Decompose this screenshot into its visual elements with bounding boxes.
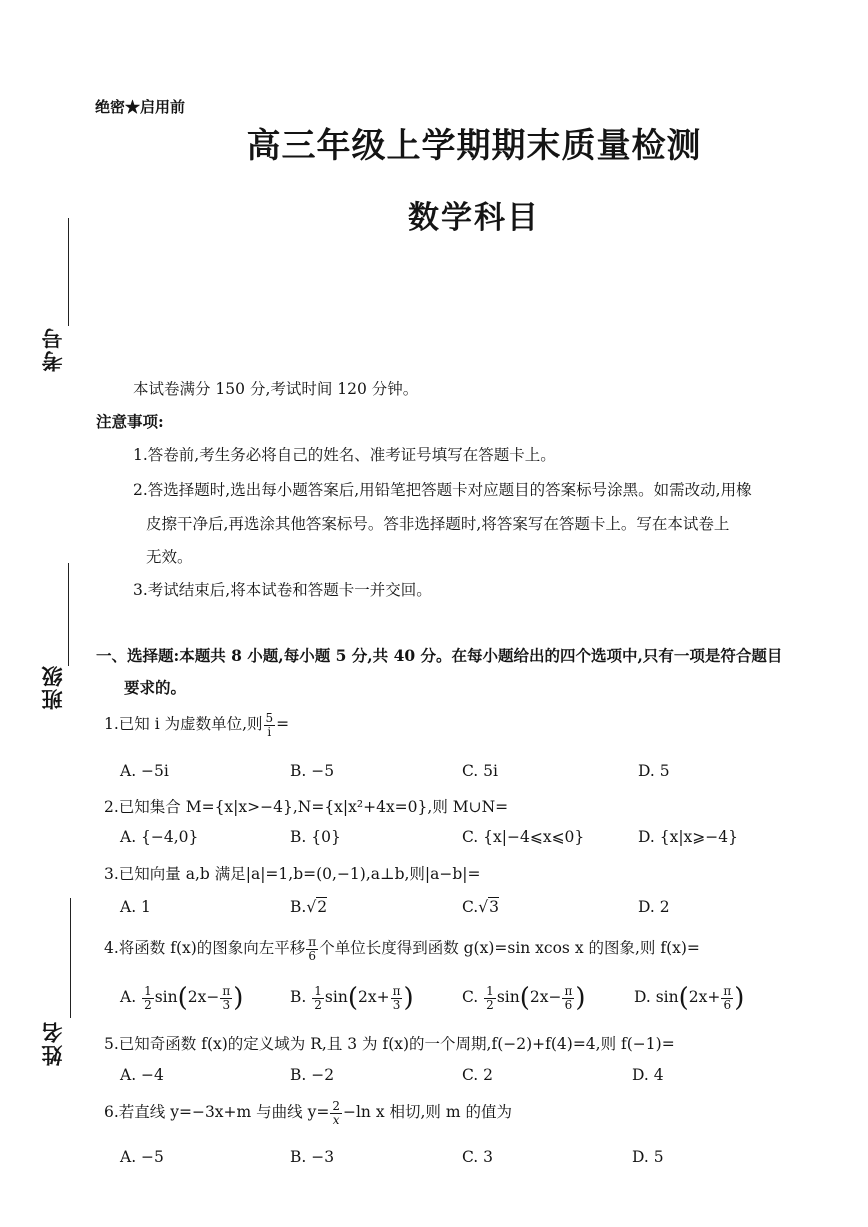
fraction-denominator: 2 bbox=[144, 997, 152, 1012]
option-letter: D. sin bbox=[634, 988, 679, 1007]
fraction bbox=[330, 1100, 342, 1126]
argument: 2x+ bbox=[688, 988, 721, 1007]
name-write-line bbox=[70, 898, 71, 1018]
q4-option-c bbox=[462, 983, 586, 1014]
q2-option-d: D. {x|x⩾−4} bbox=[638, 828, 738, 846]
exam-no-write-line bbox=[68, 218, 69, 326]
fraction bbox=[721, 985, 733, 1011]
fraction bbox=[391, 985, 403, 1011]
class-write-line bbox=[68, 563, 69, 666]
q5-option-c: C. 2 bbox=[462, 1066, 494, 1084]
q3-option-b bbox=[290, 898, 327, 916]
fraction-denominator: 6 bbox=[564, 997, 573, 1012]
fraction-denominator: 3 bbox=[392, 997, 401, 1012]
sqrt-symbol: √ bbox=[478, 898, 489, 916]
section-heading: 一、选择题:本题共 8 小题,每小题 5 分,共 40 分。在每小题给出的四个选项中,只有一项是符合题目 bbox=[96, 646, 783, 665]
fraction-numerator: π bbox=[222, 984, 231, 998]
exam-subject: 数学科目 bbox=[408, 200, 540, 236]
stem-text: −ln x 相切,则 m 的值为 bbox=[342, 1103, 512, 1122]
option-letter: B. bbox=[290, 898, 307, 916]
q1-option-a: A. −5i bbox=[120, 762, 169, 780]
q4-option-d bbox=[634, 983, 745, 1014]
stem-text: 个单位长度得到函数 g(x)=sin xcos x 的图象,则 f(x)= bbox=[319, 939, 700, 958]
function-name: sin bbox=[496, 988, 520, 1007]
q4-option-b bbox=[290, 983, 414, 1014]
right-paren: ) bbox=[734, 983, 745, 1014]
stem-text: 4.将函数 f(x)的图象向左平移 bbox=[104, 939, 306, 958]
notes-heading: 注意事项: bbox=[96, 412, 164, 431]
fraction-numerator: π bbox=[308, 935, 317, 949]
argument: 2x− bbox=[529, 988, 562, 1007]
exam-intro: 本试卷满分 150 分,考试时间 120 分钟。 bbox=[133, 380, 419, 398]
note-item: 皮擦干净后,再选涂其他答案标号。答非选择题时,将答案写在答题卡上。写在本试卷上 bbox=[146, 515, 730, 533]
option-letter: A. bbox=[120, 988, 137, 1007]
fraction bbox=[562, 985, 574, 1011]
argument: 2x+ bbox=[357, 988, 390, 1007]
q3-option-c bbox=[462, 898, 499, 916]
question-5-stem: 5.已知奇函数 f(x)的定义域为 R,且 3 为 f(x)的一个周期,f(−2)+f(4)=4,则 f(−1)= bbox=[104, 1035, 675, 1053]
class-label: 班级 bbox=[40, 664, 65, 710]
q1-option-b: B. −5 bbox=[290, 762, 335, 780]
q3-option-d: D. 2 bbox=[638, 898, 670, 916]
fraction-numerator: π bbox=[392, 984, 401, 998]
note-item: 2.答选择题时,选出每小题答案后,用铅笔把答题卡对应题目的答案标号涂黑。如需改动,用橡 bbox=[133, 481, 752, 499]
stem-text: = bbox=[276, 715, 290, 734]
q2-option-a: A. {−4,0} bbox=[120, 828, 199, 846]
q5-option-b: B. −2 bbox=[290, 1066, 335, 1084]
right-paren: ) bbox=[403, 983, 414, 1014]
fraction-denominator: i bbox=[267, 724, 272, 739]
q6-option-d: D. 5 bbox=[632, 1148, 664, 1166]
note-item: 1.答卷前,考生务必将自己的姓名、准考证号填写在答题卡上。 bbox=[133, 446, 556, 464]
fraction-denominator: 6 bbox=[308, 948, 317, 963]
section-heading-cont: 要求的。 bbox=[124, 678, 187, 697]
fraction-numerator: 2 bbox=[332, 1099, 340, 1113]
fraction-numerator: 5 bbox=[265, 711, 274, 725]
fraction-numerator: π bbox=[723, 984, 732, 998]
question-3-stem: 3.已知向量 a,b 满足|a|=1,b=(0,−1),a⊥b,则|a−b|= bbox=[104, 865, 481, 883]
sqrt-symbol: √ bbox=[306, 898, 317, 916]
option-letter: B. bbox=[290, 988, 307, 1007]
right-paren: ) bbox=[575, 983, 586, 1014]
stem-text: 1.已知 i 为虚数单位,则 bbox=[104, 715, 263, 734]
q6-option-a: A. −5 bbox=[120, 1148, 164, 1166]
q6-option-b: B. −3 bbox=[290, 1148, 335, 1166]
q5-option-d: D. 4 bbox=[632, 1066, 664, 1084]
fraction-numerator: 1 bbox=[486, 984, 494, 998]
left-paren: ( bbox=[177, 983, 188, 1014]
q3-option-a: A. 1 bbox=[120, 898, 151, 916]
fraction-denominator: 2 bbox=[314, 997, 322, 1012]
q1-option-d: D. 5 bbox=[638, 762, 670, 780]
sqrt-radicand: 2 bbox=[317, 898, 328, 916]
q2-option-c: C. {x|−4⩽x⩽0} bbox=[462, 828, 585, 846]
fraction bbox=[142, 985, 154, 1011]
fraction-denominator: x bbox=[332, 1112, 340, 1127]
question-2-stem: 2.已知集合 M={x|x>−4},N={x|x²+4x=0},则 M∪N= bbox=[104, 798, 509, 816]
q6-option-c: C. 3 bbox=[462, 1148, 494, 1166]
fraction bbox=[264, 712, 276, 738]
fraction bbox=[312, 985, 324, 1011]
function-name: sin bbox=[154, 988, 178, 1007]
option-letter: C. bbox=[462, 988, 479, 1007]
note-item: 无效。 bbox=[146, 548, 193, 566]
left-paren: ( bbox=[678, 983, 689, 1014]
fraction bbox=[220, 985, 232, 1011]
confidential-label: 绝密★启用前 bbox=[95, 98, 186, 116]
left-paren: ( bbox=[519, 983, 530, 1014]
right-paren: ) bbox=[233, 983, 244, 1014]
function-name: sin bbox=[324, 988, 348, 1007]
fraction-denominator: 3 bbox=[222, 997, 231, 1012]
q1-option-c: C. 5i bbox=[462, 762, 498, 780]
q2-option-b: B. {0} bbox=[290, 828, 341, 846]
fraction-numerator: 1 bbox=[314, 984, 322, 998]
left-paren: ( bbox=[347, 983, 358, 1014]
note-item: 3.考试结束后,将本试卷和答题卡一并交回。 bbox=[133, 581, 432, 599]
question-1-stem bbox=[104, 712, 289, 738]
fraction bbox=[306, 936, 318, 962]
question-4-stem bbox=[104, 936, 700, 962]
fraction-numerator: π bbox=[564, 984, 573, 998]
exam-title: 高三年级上学期期末质量检测 bbox=[246, 126, 702, 166]
exam-no-label: 考号 bbox=[40, 326, 65, 372]
name-label: 姓名 bbox=[40, 1020, 65, 1066]
argument: 2x− bbox=[187, 988, 220, 1007]
q4-option-a bbox=[120, 983, 244, 1014]
fraction-numerator: 1 bbox=[144, 984, 152, 998]
q5-option-a: A. −4 bbox=[120, 1066, 164, 1084]
fraction-denominator: 6 bbox=[723, 997, 732, 1012]
stem-text: 6.若直线 y=−3x+m 与曲线 y= bbox=[104, 1103, 330, 1122]
question-6-stem bbox=[104, 1100, 512, 1126]
sqrt-radicand: 3 bbox=[489, 898, 499, 916]
option-letter: C. bbox=[462, 898, 479, 916]
fraction bbox=[484, 985, 496, 1011]
fraction-denominator: 2 bbox=[486, 997, 494, 1012]
